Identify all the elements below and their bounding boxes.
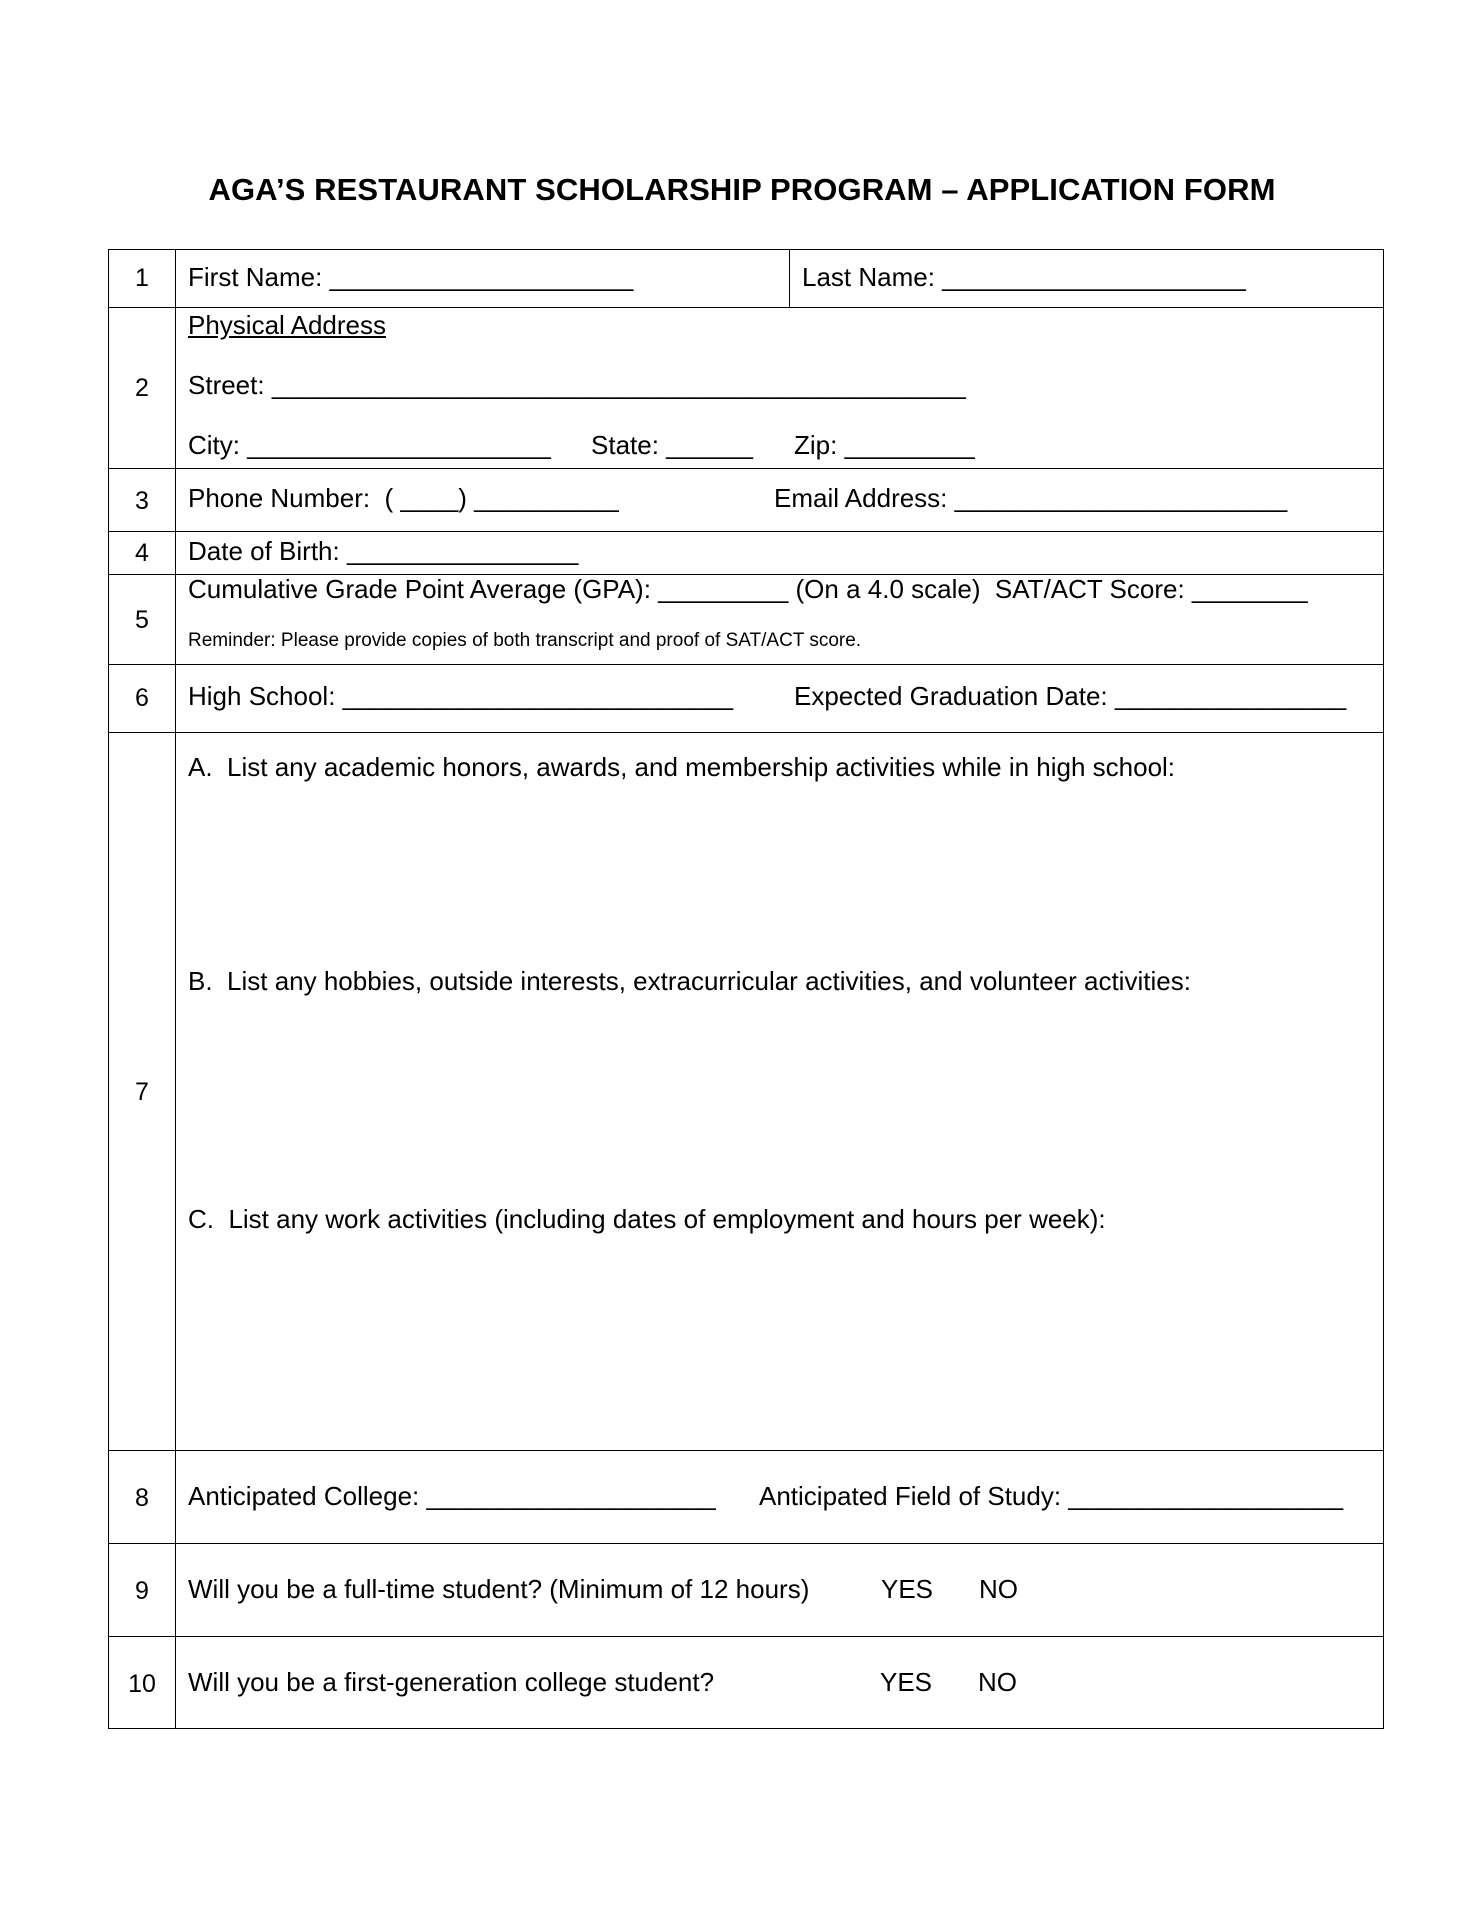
row-divider-5 bbox=[109, 664, 1383, 665]
form-title: AGA’S RESTAURANT SCHOLARSHIP PROGRAM – APPLICATION FORM bbox=[208, 172, 1276, 207]
zip-field[interactable]: Zip: _________ bbox=[794, 430, 975, 460]
row-number-8: 8 bbox=[135, 1484, 149, 1512]
row-divider-9 bbox=[109, 1636, 1383, 1637]
full-time-yes-option[interactable]: YES bbox=[881, 1574, 934, 1604]
city-field[interactable]: City: _____________________ bbox=[188, 430, 551, 460]
row-divider-3 bbox=[109, 531, 1383, 532]
high-school-field[interactable]: High School: ___________________________ bbox=[188, 681, 734, 711]
email-address-field[interactable]: Email Address: _______________________ bbox=[774, 483, 1288, 513]
gpa-sat-field[interactable]: Cumulative Grade Point Average (GPA): _________ (On a 4.0 scale) SAT/ACT Score: ________ bbox=[188, 574, 1308, 604]
number-column-divider bbox=[175, 250, 176, 1728]
street-field[interactable]: Street: ________________________________________________ bbox=[188, 370, 966, 400]
state-field[interactable]: State: ______ bbox=[591, 430, 753, 460]
row-number-3: 3 bbox=[135, 487, 149, 515]
row1-divider bbox=[789, 250, 790, 308]
first-name-field[interactable]: First Name: _____________________ bbox=[188, 262, 634, 292]
anticipated-college-field[interactable]: Anticipated College: ____________________ bbox=[188, 1481, 716, 1511]
row-divider-8 bbox=[109, 1543, 1383, 1544]
row-divider-6 bbox=[109, 732, 1383, 733]
row-divider-1 bbox=[109, 307, 1383, 308]
last-name-field[interactable]: Last Name: _____________________ bbox=[802, 262, 1246, 292]
first-generation-question: Will you be a first-generation college student? bbox=[188, 1667, 715, 1697]
anticipated-field-of-study-field[interactable]: Anticipated Field of Study: ___________________ bbox=[759, 1481, 1344, 1511]
row-number-7: 7 bbox=[135, 1078, 149, 1106]
row-number-5: 5 bbox=[135, 606, 149, 634]
row-divider-2 bbox=[109, 468, 1383, 469]
hobbies-prompt[interactable]: B. List any hobbies, outside interests, extracurricular activities, and volunteer activities: bbox=[188, 966, 1191, 996]
full-time-question: Will you be a full-time student? (Minimum of 12 hours) bbox=[188, 1574, 810, 1604]
row-divider-7 bbox=[109, 1450, 1383, 1451]
first-generation-no-option[interactable]: NO bbox=[978, 1667, 1017, 1697]
full-time-no-option[interactable]: NO bbox=[979, 1574, 1018, 1604]
first-generation-yes-option[interactable]: YES bbox=[880, 1667, 933, 1697]
row-number-2: 2 bbox=[135, 374, 149, 402]
physical-address-heading: Physical Address bbox=[188, 310, 386, 340]
row-number-6: 6 bbox=[135, 684, 149, 712]
date-of-birth-field[interactable]: Date of Birth: ________________ bbox=[188, 536, 579, 566]
row-number-10: 10 bbox=[128, 1670, 156, 1698]
reminder-note: Reminder: Please provide copies of both transcript and proof of SAT/ACT score. bbox=[188, 630, 862, 651]
row-number-9: 9 bbox=[135, 1577, 149, 1605]
academic-honors-prompt[interactable]: A. List any academic honors, awards, and membership activities while in high school: bbox=[188, 752, 1176, 782]
row-number-4: 4 bbox=[135, 539, 149, 567]
work-activities-prompt[interactable]: C. List any work activities (including dates of employment and hours per week): bbox=[188, 1204, 1106, 1234]
phone-number-field[interactable]: Phone Number: ( ____) __________ bbox=[188, 483, 619, 513]
row-number-1: 1 bbox=[135, 264, 149, 292]
application-table bbox=[108, 249, 1384, 1729]
expected-graduation-date-field[interactable]: Expected Graduation Date: ________________ bbox=[794, 681, 1347, 711]
